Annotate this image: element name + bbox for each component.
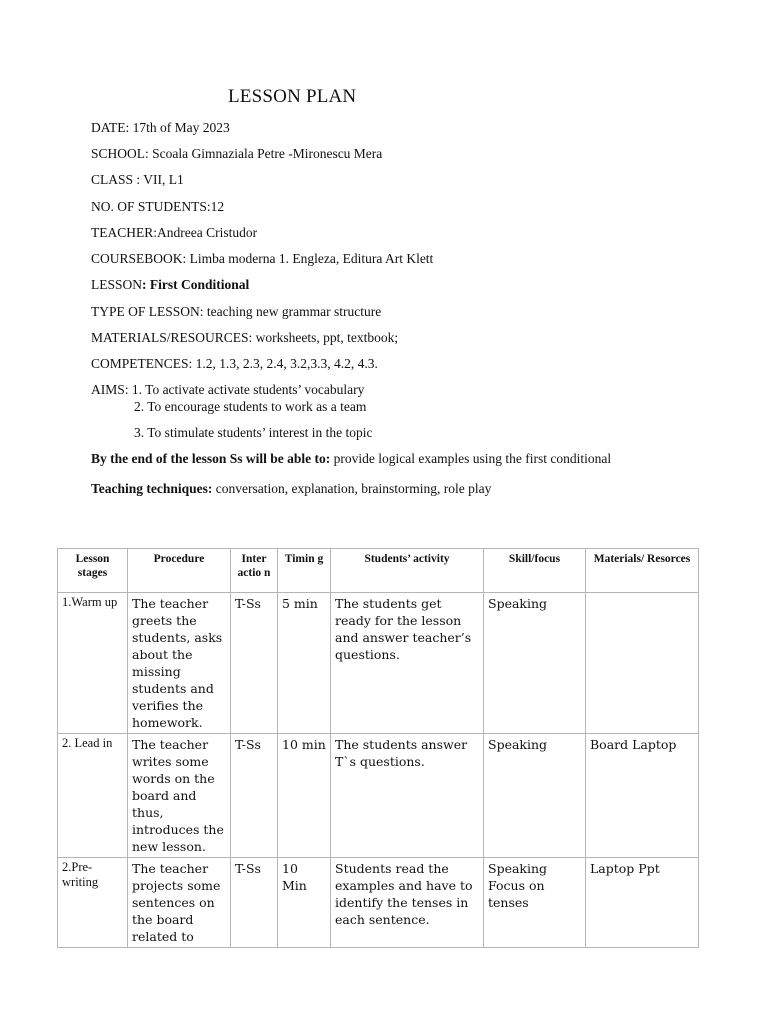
cell-interaction: T-Ss — [231, 858, 278, 948]
header-skill: Skill/focus — [484, 549, 586, 593]
cell-skill: Speaking Focus on tenses — [484, 858, 586, 948]
techniques-label: Teaching techniques: — [91, 481, 213, 496]
competences-field: COMPETENCES: 1.2, 1.3, 2.3, 2.4, 3.2,3.3, 4.2, 4.3. — [91, 356, 378, 371]
coursebook-field: COURSEBOOK: Limba moderna 1. Engleza, Editura Art Klett — [91, 251, 434, 266]
aim-item-3: 3. To stimulate students’ interest in the topic — [134, 425, 373, 440]
header-stages: Lesson stages — [58, 549, 128, 593]
header-activity: Students’ activity — [331, 549, 484, 593]
cell-stage: 2.Pre-writing — [58, 858, 128, 948]
header-procedure: Procedure — [128, 549, 231, 593]
cell-materials — [586, 593, 699, 734]
header-interaction: Inter actio n — [231, 549, 278, 593]
cell-procedure: The teacher projects some sentences on the board related to — [128, 858, 231, 948]
aim-item-2: 2. To encourage students to work as a team — [134, 399, 367, 414]
cell-activity: The students get ready for the lesson and answer teacher’s questions. — [331, 593, 484, 734]
cell-procedure: The teacher greets the students, asks about the missing students and verifies the homework. — [128, 593, 231, 734]
cell-materials: Laptop Ppt — [586, 858, 699, 948]
techniques-line — [91, 481, 491, 497]
date-field: DATE: 17th of May 2023 — [91, 120, 230, 135]
page-title: LESSON PLAN — [228, 86, 357, 107]
table-header-row — [58, 549, 699, 593]
cell-timing: 10 min — [278, 734, 331, 858]
cell-stage: 1.Warm up — [58, 593, 128, 734]
school-field: SCHOOL: Scoala Gimnaziala Petre -Mironescu Mera — [91, 146, 383, 161]
lesson-value: : First Conditional — [142, 277, 250, 292]
class-field: CLASS : VII, L1 — [91, 172, 184, 187]
lesson-stages-table — [57, 548, 699, 948]
teacher-field: TEACHER:Andreea Cristudor — [91, 225, 258, 240]
outcome-text: provide logical examples using the first conditional — [330, 451, 612, 466]
cell-skill: Speaking — [484, 593, 586, 734]
cell-procedure: The teacher writes some words on the board and thus, introduces the new lesson. — [128, 734, 231, 858]
type-field: TYPE OF LESSON: teaching new grammar structure — [91, 304, 382, 319]
cell-timing: 5 min — [278, 593, 331, 734]
cell-interaction: T-Ss — [231, 593, 278, 734]
outcome-line — [91, 451, 611, 467]
materials-field: MATERIALS/RESOURCES: worksheets, ppt, textbook; — [91, 330, 399, 345]
lesson-field — [91, 277, 249, 293]
lesson-label: LESSON — [91, 277, 143, 292]
table-row — [58, 734, 699, 858]
cell-activity: The students answer T`s questions. — [331, 734, 484, 858]
cell-activity: Students read the examples and have to identify the tenses in each sentence. — [331, 858, 484, 948]
aims-label: AIMS: 1. To activate activate students’ vocabulary — [91, 382, 365, 397]
header-materials: Materials/ Resorces — [586, 549, 699, 593]
outcome-label: By the end of the lesson Ss will be able to: — [91, 451, 331, 466]
cell-timing: 10 Min — [278, 858, 331, 948]
table-row — [58, 593, 699, 734]
cell-skill: Speaking — [484, 734, 586, 858]
table-row — [58, 858, 699, 948]
students-field: NO. OF STUDENTS:12 — [91, 199, 225, 214]
header-timing: Timin g — [278, 549, 331, 593]
cell-stage: 2. Lead in — [58, 734, 128, 858]
cell-interaction: T-Ss — [231, 734, 278, 858]
techniques-text: conversation, explanation, brainstorming, role play — [212, 481, 492, 496]
cell-materials: Board Laptop — [586, 734, 699, 858]
